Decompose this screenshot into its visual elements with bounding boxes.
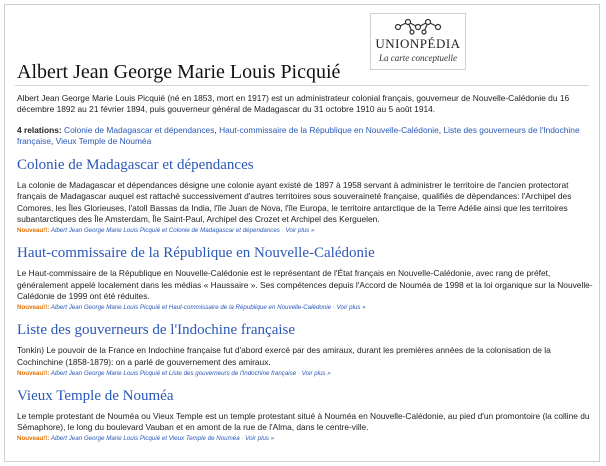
- logo-tagline: La carte conceptuelle: [379, 53, 457, 63]
- relation-link-gouverneurs-indochine[interactable]: Liste des gouverneurs de l'Indochine française: [17, 124, 580, 146]
- section-title[interactable]: Haut-commissaire de la République en Nouvelle-Calédonie: [17, 245, 375, 262]
- see-more-link[interactable]: Voir plus »: [301, 369, 331, 377]
- network-graph-icon: [392, 17, 444, 37]
- relation-link-colonie-madagascar[interactable]: Colonie de Madagascar et dépendances: [64, 124, 215, 135]
- section-text: Tonkin) Le pouvoir de la France en Indochine française fut d'abord exercé par des amiraux, durant les premières années de la colonisation de la Cochinchine (1858-1879): on a parlé de gouvernement des amiraux.: [17, 345, 551, 367]
- relation-link-haut-commissaire[interactable]: Haut-commissaire de la République en Nouvelle-Calédonie: [219, 124, 439, 135]
- section-gouverneurs-indochine: [17, 322, 593, 378]
- section-meta: Nouveau!!: Albert Jean George Marie Louis Picquié et Liste des gouverneurs de l'Indochine française · Voir plus »: [17, 369, 331, 377]
- section-text: Le temple protestant de Nouméa ou Vieux Temple est un temple protestant situé à Nouméa en Nouvelle-Calédonie, au pied d'un promontoire (la colline du Sémaphore), le long du boulevard Vauban et en amont de la rue de l'Alma, dans le centre-ville.: [17, 410, 590, 433]
- section-text: Le Haut-commissaire de la République en Nouvelle-Calédonie est le représentant de l'État français en Nouvelle-Calédonie, avec rang de préfet, généralement appelé localement dans les médias « Haussaire ». Ses compétences depuis l'Accord de Nouméa de 1998 et la loi organique sur la Nouvelle-Calédonie de 1999 ont été réduites.: [17, 268, 593, 301]
- new-badge: Nouveau!!:: [17, 369, 50, 377]
- logo-brand: UNIONPÉDIA: [375, 36, 461, 51]
- relations-list: 4 relations: Colonie de Madagascar et dépendances, Haut-commissaire de la République en Nouvelle-Calédonie, Liste des gouverneurs de l'Indochine française, Vieux Temple de Nouméa: [17, 124, 580, 146]
- relation-detail-link[interactable]: Albert Jean George Marie Louis Picquié et Haut-commissaire de la République en Nouvelle-Calédonie: [50, 304, 332, 312]
- section-haut-commissaire: [17, 245, 593, 312]
- section-meta: Nouveau!!: Albert Jean George Marie Louis Picquié et Vieux Temple de Nouméa · Voir plus »: [17, 435, 275, 443]
- section-vieux-temple: [17, 388, 593, 444]
- page-title: Albert Jean George Marie Louis Picquié: [17, 61, 341, 83]
- new-badge: Nouveau!!:: [17, 304, 50, 312]
- relation-link-vieux-temple[interactable]: Vieux Temple de Nouméa: [55, 135, 152, 146]
- relations-label: 4 relations:: [17, 124, 62, 135]
- section-title[interactable]: Liste des gouverneurs de l'Indochine française: [17, 322, 296, 339]
- new-badge: Nouveau!!:: [17, 435, 50, 443]
- intro-paragraph: Albert Jean George Marie Louis Picquié (né en 1853, mort en 1917) est un administrateur colonial français, gouverneur de Nouvelle-Calédonie du 16 décembre 1892 au 21 février 1894, puis gouverneur général de Madagascar du 31 octobre 1910 au 5 août 1914.: [17, 93, 570, 115]
- relation-detail-link[interactable]: Albert Jean George Marie Louis Picquié et Vieux Temple de Nouméa: [50, 435, 240, 443]
- section-meta: Nouveau!!: Albert Jean George Marie Louis Picquié et Colonie de Madagascar et dépendances · Voir plus »: [17, 227, 315, 235]
- unionpedia-logo[interactable]: [370, 13, 466, 70]
- title-divider: [15, 85, 589, 86]
- see-more-link[interactable]: Voir plus »: [336, 304, 366, 312]
- section-title[interactable]: Vieux Temple de Nouméa: [17, 387, 174, 404]
- section-meta: Nouveau!!: Albert Jean George Marie Louis Picquié et Haut-commissaire de la République en Nouvelle-Calédonie · Voir plus »: [17, 304, 366, 312]
- main-content: [17, 93, 593, 453]
- relation-detail-link[interactable]: Albert Jean George Marie Louis Picquié et Liste des gouverneurs de l'Indochine française: [50, 369, 297, 377]
- section-text: La colonie de Madagascar et dépendances désigne une colonie ayant existé de 1897 à 1958 servant à administrer le territoire de l'ancien protectorat français de Madagascar auquel est rattaché successivement d'autres territoires sous souveraineté française, qualifiés de dépendances: l'Archipel des Comores, les Îles Glorieuses, l'atoll Bassas da India, l'île Juan de Nova, l'île Europa, le territoire antarctique de la Terre Adélie ainsi que les territoires subantarctiques des Île Amsterdam, Île Saint-Paul, Archipel des Crozet et Archipel des Kerguelen.: [17, 180, 572, 225]
- section-colonie-madagascar: [17, 157, 593, 235]
- see-more-link[interactable]: Voir plus »: [285, 227, 315, 235]
- see-more-link[interactable]: Voir plus »: [245, 435, 275, 443]
- relation-detail-link[interactable]: Albert Jean George Marie Louis Picquié et Colonie de Madagascar et dépendances: [50, 227, 280, 235]
- section-title[interactable]: Colonie de Madagascar et dépendances: [17, 157, 254, 174]
- page-frame: [4, 4, 600, 462]
- new-badge: Nouveau!!:: [17, 227, 50, 235]
